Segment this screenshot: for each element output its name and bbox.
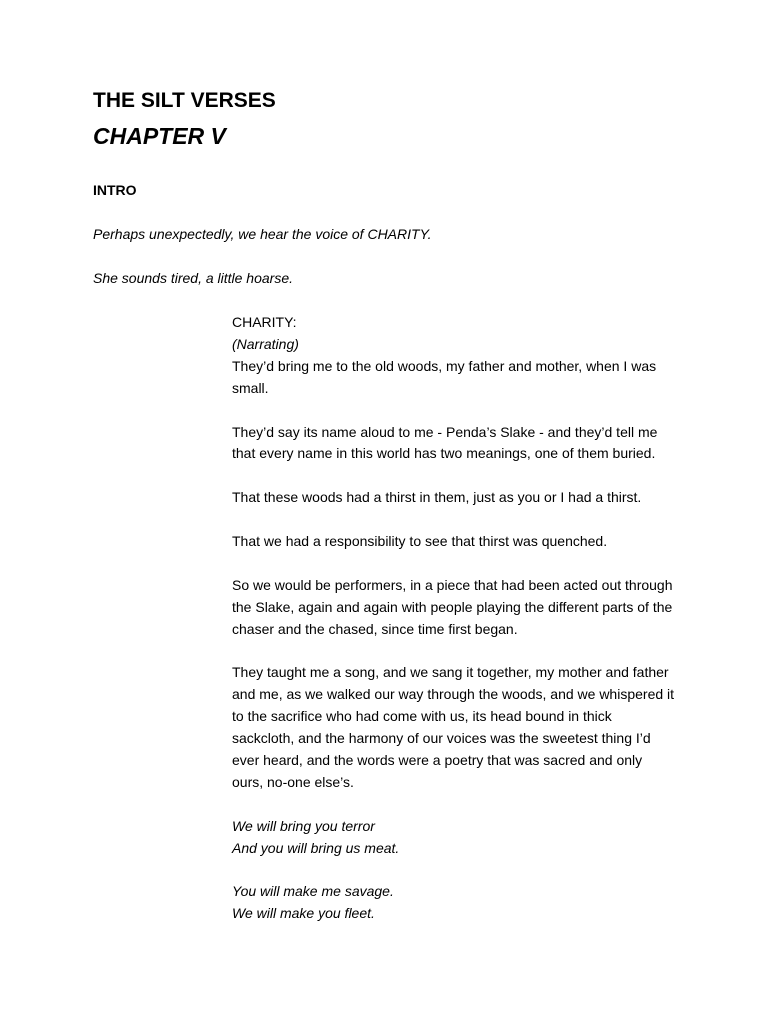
dialogue-paragraph: That these woods had a thirst in them, just as you or I had a thirst.	[232, 489, 642, 506]
dialogue-paragraph: They’d bring me to the old woods, my father and mother, when I was small.	[232, 357, 657, 396]
parenthetical: (Narrating)	[232, 335, 299, 352]
verse-line: We will make you fleet.	[232, 905, 375, 922]
stage-direction: Perhaps unexpectedly, we hear the voice of CHARITY.	[93, 226, 432, 242]
scene-heading: INTRO	[93, 182, 137, 198]
dialogue-paragraph: So we would be performers, in a piece that had been acted out through the Slake, again and again with people playing the different parts of the chaser and the chased, since time first began.	[232, 576, 673, 637]
stage-direction: She sounds tired, a little hoarse.	[93, 270, 294, 286]
dialogue-paragraph: They’d say its name aloud to me - Penda’s Slake - and they’d tell me that every name in this world has two meanings, one of them buried.	[232, 423, 658, 462]
dialogue-block	[232, 312, 677, 925]
chapter-heading: CHAPTER V	[93, 123, 226, 149]
character-name: CHARITY:	[232, 314, 297, 330]
dialogue-paragraph: They taught me a song, and we sang it together, my mother and father and me, as we walked our way through the woods, and we whispered it to the sacrifice who had come with us, its head bound in thick sackcloth, and the harmony of our voices was the sweetest thing I’d ever heard, and the words were a poetry that was sacred and only ours, no-one else’s.	[232, 664, 675, 790]
document-title: THE SILT VERSES	[93, 89, 276, 112]
verse-line: You will make me savage.	[232, 883, 394, 900]
verse-line: And you will bring us meat.	[232, 839, 400, 856]
verse-line: We will bring you terror	[232, 817, 375, 834]
dialogue-paragraph: That we had a responsibility to see that thirst was quenched.	[232, 533, 608, 550]
